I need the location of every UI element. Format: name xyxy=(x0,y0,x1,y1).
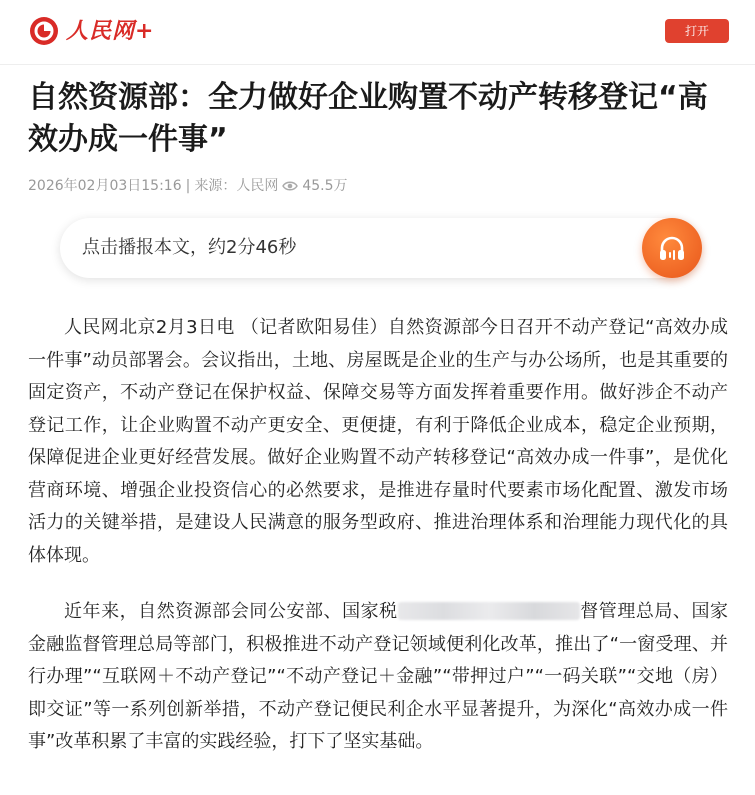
eye-icon xyxy=(282,180,298,192)
publish-date: 2026年02月03日15:16 xyxy=(28,178,182,194)
view-count: 45.5万 xyxy=(302,178,348,194)
paragraph-1: 人民网北京2月3日电 （记者欧阳易佳）自然资源部今日召开不动产登记“高效办成一件事”动员部署会。会议指出，土地、房屋既是企业的生产与办公场所，也是其重要的固定资产，不动产登记在保护权益、保障交易等方面发挥着重要作用。做好涉企不动产登记工作，让企业购置不动产更安全、更便捷，有利于降低企业成本，稳定企业预期，保障促进企业更好经营发展。做好企业购置不动产转移登记“高效办成一件事”，是优化营商环境、增强企业投资信心的必然要求，是推进存量时代要素市场化配置、激发市场活力的关键举措，是建设人民满意的服务型政府、推进治理体系和治理能力现代化的具体体现。 xyxy=(28,317,728,566)
paragraph-2 xyxy=(28,596,728,759)
audio-prompt: 点击播报本文，约2分46秒 xyxy=(82,237,297,258)
redacted-text-blur xyxy=(398,602,580,620)
audio-player-bar[interactable] xyxy=(60,218,700,278)
article-body xyxy=(28,312,728,783)
source-name[interactable]: 人民网 xyxy=(236,178,279,194)
brand-name: 人民网+ xyxy=(66,18,155,44)
open-app-button[interactable]: 打开 xyxy=(665,19,729,43)
paragraph-2-end: 督管理总局、国家金融监督管理总局等部门，积极推进不动产登记领域便利化改革，推出了“一窗受理、并行办理”“互联网＋不动产登记”“不动产登记＋金融”“带押过户”“一码关联”“交地（房）即交证”等一系列创新举措，不动产登记便民利企水平显著提升，为深化“高效办成一件事”改革积累了丰富的实践经验，打下了坚实基础。 xyxy=(28,601,729,752)
article-title: 自然资源部：全力做好企业购置不动产转移登记“高效办成一件事” xyxy=(28,80,708,157)
source-label: 来源： xyxy=(194,178,237,194)
play-audio-button[interactable] xyxy=(642,218,702,278)
meta-separator: | xyxy=(185,178,191,194)
article-meta xyxy=(28,176,348,196)
people-daily-logo-icon xyxy=(30,17,58,45)
headphones-icon xyxy=(656,232,688,264)
paragraph-2-start: 近年来，自然资源部会同公安部、国家税 xyxy=(64,601,398,622)
app-header xyxy=(0,0,755,65)
